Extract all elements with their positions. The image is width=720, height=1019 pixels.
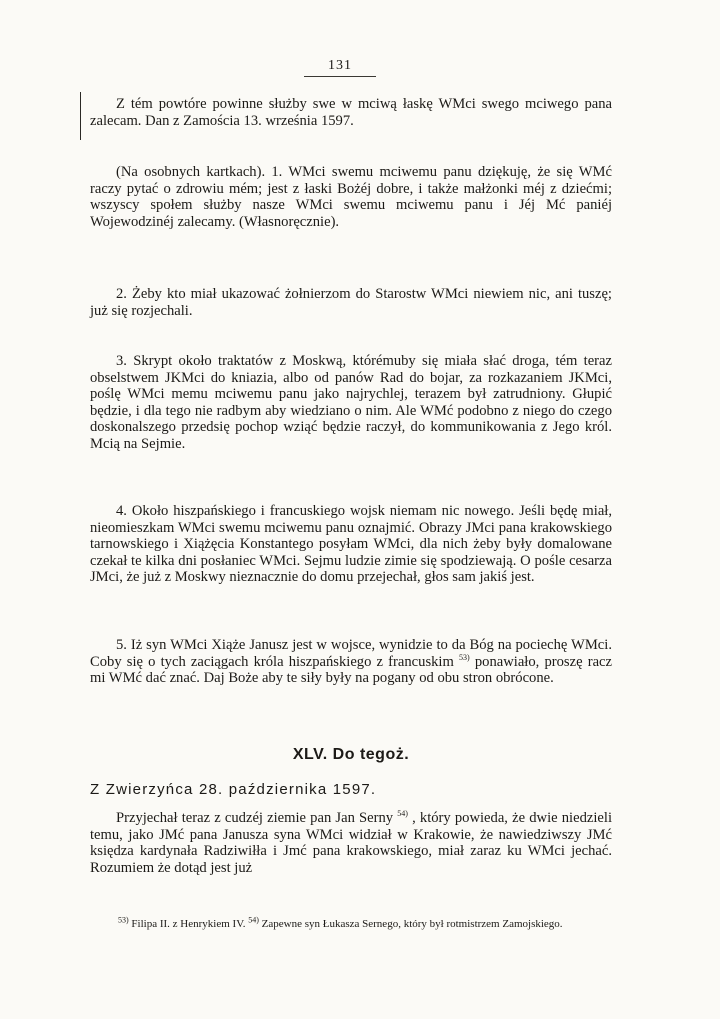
footnote-mark: 54) [248,915,259,925]
paragraph-note-1 [90,164,612,230]
footnote-text: Filipa II. z Henrykiem IV. [131,918,246,930]
paragraph-text: ponawiało, proszę racz mi WMć dać znać. Daj Boże aby te siły były na pogany od obu stron obrócone. [90,653,612,687]
paragraph-text: Z tém powtóre powinne służby swe w mciwą łaskę WMci swego mciwego pana zalecam. Dan z Zamościa 13. września 1597. [90,96,612,129]
paragraph-closing [90,96,612,129]
paragraph-text: Przyjechał teraz z cudzéj ziemie pan Jan Serny [116,810,394,826]
paragraph-text: 4. Około hiszpańskiego i francuskiego wojsk niemam nic nowego. Jeśli będę miał, nieomieszkam WMci swemu mciwemu panu oznajmić. Obrazy JMci pana krakowskiego tarnowskiego i Xiążęcia Konstantego posyłam WMci, dla nich żeby były domalowane czekał te kilka dni posłaniec WMci. Sejmu ludzie zimie się spodziewają. O pośle cesarza JMci, że już z Moskwy nieznacznie do domu przejechał, głos sam jakiś jest. [90,503,612,586]
paragraph-text: 3. Skrypt około traktatów z Moskwą, którémuby się miała słać droga, tém teraz obselstwem JKMci do kniazia, albo od panów Rad do bojar, za rozkazaniem JKMci, poślę WMci memu mciwemu panu jako najrychlej, terazem był zatrudniony. Głupić będzie, i dla tego nie radbym aby wiedziano o nim. Ale WMć podobno z niego do czego doskonalszego przedsię pochop wziąć będzie raczył, do kommunikowania z Jego król. Mcią na Sejmie. [90,353,612,452]
paragraph-note-5 [90,637,612,687]
footnote-text: Zapewne syn Łukasza Sernego, który był rotmistrzem Zamojskiego. [261,918,563,930]
footnotes [90,916,612,932]
paragraph-text: (Na osobnych kartkach). 1. WMci swemu mciwemu panu dziękuję, że się WMć raczy pytać o zdrowiu mém; jest z łaski Bożéj dobre, i także małżonki méj z dziećmi; wszyscy społem służby nasze WMci swemu mciwemu panu i Jéj Mć paniéj Wojewodzinéj zalecamy. (Własnoręcznie). [90,164,612,230]
paragraph-text: , który powieda, że dwie niedzieli temu, jako JMć pana Janusza syna WMci widział w Krakowie, że nawiedziwszy JMć księdza kardynała Radziwiłła i Jmć pana krakowskiego, miał zaraz ku WMci jechać. Rozumiem że dotąd jest już [90,810,613,876]
footnote-mark: 53) [118,915,129,925]
footnote-ref: 53) [459,652,470,662]
letter-heading: XLV. Do tegoż. [292,746,410,763]
paragraph-note-4 [90,503,612,586]
paragraph-text: 5. Iż syn WMci Xiąże Janusz jest w wojsce, wynidzie to da Bóg na pociechę WMci. Coby się o tych zaciągach króla hiszpańskiego z francuskim [90,637,612,670]
paragraph-text: 2. Żeby kto miał ukazować żołnierzom do Starostw WMci niewiem nic, ani tuszę; już się rozjechali. [90,286,612,319]
letter-place-date: Z Zwierzyńca 28. października 1597. [90,781,377,798]
paragraph-note-2 [90,286,612,319]
paragraph-note-3 [90,353,612,453]
margin-mark [80,92,81,140]
paragraph-letter-body [90,810,612,876]
page-number: 131 [304,58,376,77]
footnote-ref: 54) [397,809,408,819]
